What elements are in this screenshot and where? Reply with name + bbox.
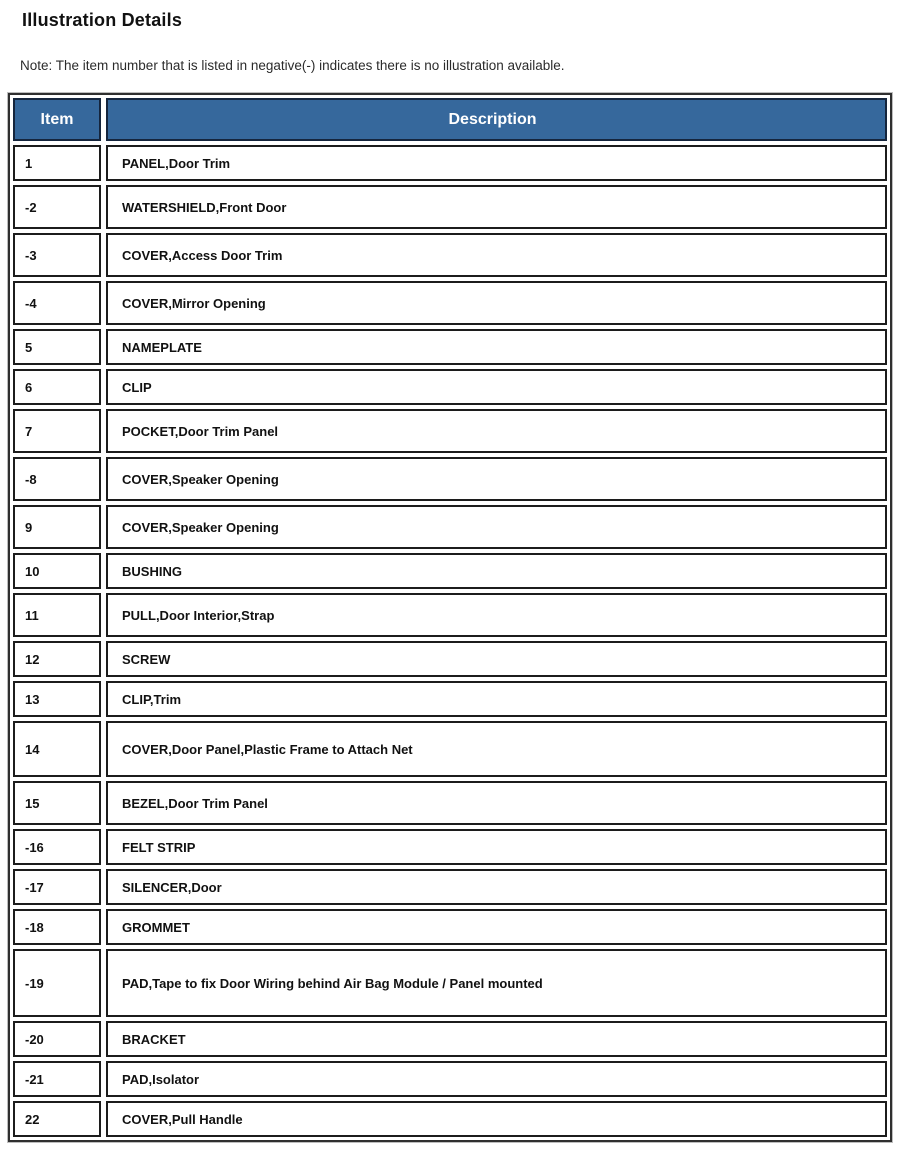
description-cell (106, 909, 887, 945)
item-cell (13, 721, 101, 777)
description-text: NAMEPLATE (122, 339, 202, 355)
description-cell (106, 1021, 887, 1057)
item-number: 9 (25, 519, 33, 535)
description-text: BRACKET (122, 1031, 186, 1047)
table-row (13, 829, 887, 865)
item-number: 5 (25, 339, 33, 355)
description-text: BEZEL,Door Trim Panel (122, 795, 268, 811)
description-text: CLIP (122, 379, 152, 395)
description-text: PULL,Door Interior,Strap (122, 607, 275, 623)
item-number: 6 (25, 379, 33, 395)
description-cell (106, 369, 887, 405)
item-cell (13, 593, 101, 637)
description-text: CLIP,Trim (122, 691, 182, 707)
page (0, 10, 900, 1142)
description-cell (106, 185, 887, 229)
item-cell (13, 869, 101, 905)
item-number: -17 (25, 879, 44, 895)
description-cell (106, 457, 887, 501)
description-cell (106, 145, 887, 181)
item-number: 14 (25, 741, 40, 757)
description-cell (106, 1101, 887, 1137)
item-column-header: Item (13, 98, 101, 141)
description-cell (106, 233, 887, 277)
item-number: -20 (25, 1031, 44, 1047)
table-row (13, 909, 887, 945)
description-column-header: Description (106, 98, 887, 141)
description-text: COVER,Mirror Opening (122, 295, 266, 311)
description-text: COVER,Speaker Opening (122, 519, 279, 535)
description-text: POCKET,Door Trim Panel (122, 423, 279, 439)
item-number: -21 (25, 1071, 44, 1087)
description-text: COVER,Pull Handle (122, 1111, 243, 1127)
table-row (13, 593, 887, 637)
description-text: SILENCER,Door (122, 879, 222, 895)
item-number: -18 (25, 919, 44, 935)
item-number: -2 (25, 199, 37, 215)
description-cell (106, 1061, 887, 1097)
table-row (13, 721, 887, 777)
description-cell (106, 721, 887, 777)
description-text: BUSHING (122, 563, 182, 579)
item-number: 7 (25, 423, 33, 439)
item-cell (13, 829, 101, 865)
item-cell (13, 145, 101, 181)
table-row (13, 457, 887, 501)
table-row (13, 369, 887, 405)
description-cell (106, 593, 887, 637)
description-cell (106, 281, 887, 325)
description-cell (106, 869, 887, 905)
item-number: -8 (25, 471, 37, 487)
item-cell (13, 909, 101, 945)
description-text: FELT STRIP (122, 839, 196, 855)
page-title: Illustration Details (22, 10, 183, 30)
description-cell (106, 329, 887, 365)
table-row (13, 781, 887, 825)
item-cell (13, 553, 101, 589)
description-cell (106, 681, 887, 717)
item-cell (13, 1021, 101, 1057)
description-text: COVER,Access Door Trim (122, 247, 283, 263)
table-row (13, 553, 887, 589)
description-cell (106, 949, 887, 1017)
table-row (13, 681, 887, 717)
item-number: 22 (25, 1111, 40, 1127)
table-row (13, 641, 887, 677)
description-text: PAD,Isolator (122, 1071, 200, 1087)
description-cell (106, 641, 887, 677)
item-cell (13, 457, 101, 501)
item-cell (13, 329, 101, 365)
item-cell (13, 1101, 101, 1137)
description-text: COVER,Door Panel,Plastic Frame to Attach Net (122, 741, 413, 757)
item-number: 1 (25, 155, 33, 171)
description-text: PAD,Tape to fix Door Wiring behind Air Bag Module / Panel mounted (122, 975, 543, 991)
item-cell (13, 369, 101, 405)
item-cell (13, 233, 101, 277)
item-number: -4 (25, 295, 37, 311)
description-cell (106, 409, 887, 453)
table-row (13, 185, 887, 229)
table-row (13, 1061, 887, 1097)
illustration-details-table (8, 93, 892, 1142)
description-cell (106, 829, 887, 865)
table-row (13, 233, 887, 277)
table-row (13, 1021, 887, 1057)
table-row (13, 281, 887, 325)
table-row (13, 949, 887, 1017)
item-cell (13, 641, 101, 677)
item-cell (13, 281, 101, 325)
item-cell (13, 781, 101, 825)
description-text: SCREW (122, 651, 171, 667)
description-cell (106, 781, 887, 825)
description-cell (106, 553, 887, 589)
item-number: 13 (25, 691, 40, 707)
item-cell (13, 949, 101, 1017)
item-number: -3 (25, 247, 37, 263)
item-number: -16 (25, 839, 44, 855)
description-text: GROMMET (122, 919, 190, 935)
item-cell (13, 505, 101, 549)
item-number: 11 (25, 607, 39, 623)
item-number: 12 (25, 651, 40, 667)
item-cell (13, 1061, 101, 1097)
description-text: WATERSHIELD,Front Door (122, 199, 287, 215)
table-row (13, 409, 887, 453)
item-cell (13, 681, 101, 717)
table-row (13, 145, 887, 181)
item-cell (13, 185, 101, 229)
description-text: COVER,Speaker Opening (122, 471, 279, 487)
table-header-row (13, 98, 887, 141)
item-number: 10 (25, 563, 40, 579)
table-row (13, 329, 887, 365)
item-cell (13, 409, 101, 453)
table-row (13, 869, 887, 905)
description-cell (106, 505, 887, 549)
table-row (13, 505, 887, 549)
description-text: PANEL,Door Trim (122, 155, 231, 171)
table-row (13, 1101, 887, 1137)
item-number: 15 (25, 795, 40, 811)
item-number: -19 (25, 975, 44, 991)
note-text: Note: The item number that is listed in negative(-) indicates there is no illustration available. (20, 58, 565, 73)
